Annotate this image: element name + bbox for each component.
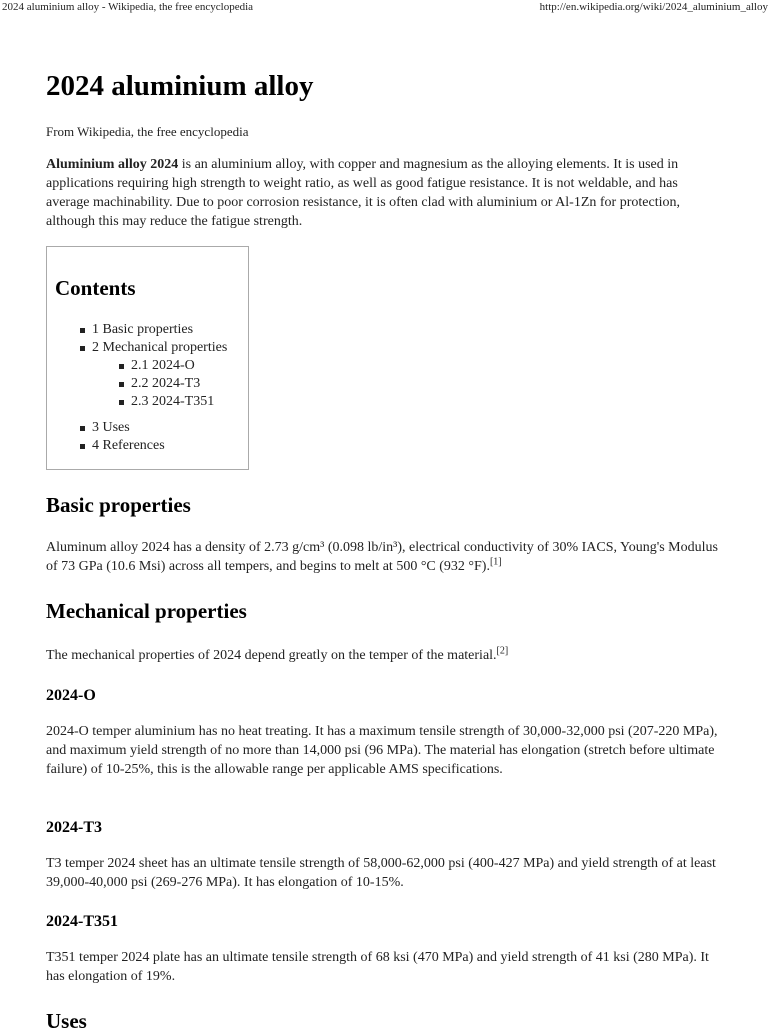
toc-item-label: 3 Uses bbox=[92, 420, 130, 435]
toc-item-uses[interactable] bbox=[92, 419, 130, 437]
toc-item-references[interactable] bbox=[92, 437, 165, 455]
print-header-title: 2024 aluminium alloy - Wikipedia, the free encyclopedia bbox=[2, 1, 254, 13]
toc-item-2024-t3[interactable] bbox=[131, 375, 200, 393]
section-heading-mechanical-properties: Mechanical properties bbox=[46, 599, 247, 623]
toc-item-label: 1 Basic properties bbox=[92, 322, 194, 337]
intro-text: is an aluminium alloy, with copper and magnesium as the alloying elements. It is used in applications requiring high strength to weight ratio, as well as good fatigue resistance. It is not weldable, and has average machinability. Due to poor corrosion resistance, it is often clad with aluminium or Al-1Zn for protection, although this may reduce the fatigue strength. bbox=[46, 157, 680, 229]
bullet-icon bbox=[119, 364, 124, 369]
toc-item-label: 2.3 2024-T351 bbox=[131, 394, 215, 409]
section-heading-uses: Uses bbox=[46, 1009, 87, 1033]
mechanical-properties-paragraph bbox=[46, 646, 721, 665]
toc-item-label: 2.2 2024-T3 bbox=[131, 376, 201, 391]
toc-item-2024-t351[interactable] bbox=[131, 393, 214, 411]
mechanical-properties-text: The mechanical properties of 2024 depend greatly on the temper of the material. bbox=[46, 648, 497, 663]
toc-item-label: 2.1 2024-O bbox=[131, 358, 195, 373]
2024-o-paragraph: 2024-O temper aluminium has no heat treating. It has a maximum tensile strength of 30,000-32,000 psi (207-220 MPa), and maximum yield strength of no more than 14,000 psi (96 MPa). The material has elongation (stretch before ultimate failure) of 10-25%, this is the allowable range per applicable AMS specifications. bbox=[46, 724, 718, 777]
intro-bold-term: Aluminium alloy 2024 bbox=[46, 157, 179, 172]
basic-properties-text: Aluminum alloy 2024 has a density of 2.73 g/cm³ (0.098 lb/in³), electrical conductivity of 30% IACS, Young's Modulus of 73 GPa (10.6 Msi) across all tempers, and begins to melt at 500 °C (932 °F). bbox=[46, 540, 718, 574]
print-header bbox=[0, 0, 768, 16]
toc-item-basic-properties[interactable] bbox=[92, 321, 193, 339]
subsection-heading-2024-t3: 2024-T3 bbox=[46, 819, 102, 836]
print-header-url: http://en.wikipedia.org/wiki/2024_aluminium_alloy bbox=[539, 1, 768, 13]
subsection-heading-2024-o: 2024-O bbox=[46, 687, 96, 704]
bullet-icon bbox=[119, 400, 124, 405]
page-subtitle: From Wikipedia, the free encyclopedia bbox=[46, 124, 249, 139]
2024-t351-paragraph: T351 temper 2024 plate has an ultimate tensile strength of 68 ksi (470 MPa) and yield strength of 41 ksi (280 MPa). It has elongation of 19%. bbox=[46, 950, 709, 984]
bullet-icon bbox=[80, 426, 85, 431]
bullet-icon bbox=[119, 382, 124, 387]
toc-title: Contents bbox=[55, 276, 136, 300]
bullet-icon bbox=[80, 346, 85, 351]
reference-link-2[interactable]: [2] bbox=[496, 645, 509, 657]
basic-properties-paragraph bbox=[46, 538, 721, 576]
intro-paragraph bbox=[46, 155, 721, 231]
bullet-icon bbox=[80, 328, 85, 333]
toc-item-label: 2 Mechanical properties bbox=[92, 340, 228, 355]
reference-link-1[interactable]: [1] bbox=[489, 556, 502, 568]
bullet-icon bbox=[80, 444, 85, 449]
2024-t3-paragraph: T3 temper 2024 sheet has an ultimate tensile strength of 58,000-62,000 psi (400-427 MPa) and yield strength of at least 39,000-40,000 psi (269-276 MPa). It has elongation of 10-15%. bbox=[46, 856, 716, 890]
toc-item-mechanical-properties[interactable] bbox=[92, 339, 227, 357]
subsection-heading-2024-t351: 2024-T351 bbox=[46, 913, 118, 930]
page-title: 2024 aluminium alloy bbox=[46, 70, 314, 102]
toc-item-label: 4 References bbox=[92, 438, 165, 453]
toc-item-2024-o[interactable] bbox=[131, 357, 195, 375]
section-heading-basic-properties: Basic properties bbox=[46, 493, 191, 517]
